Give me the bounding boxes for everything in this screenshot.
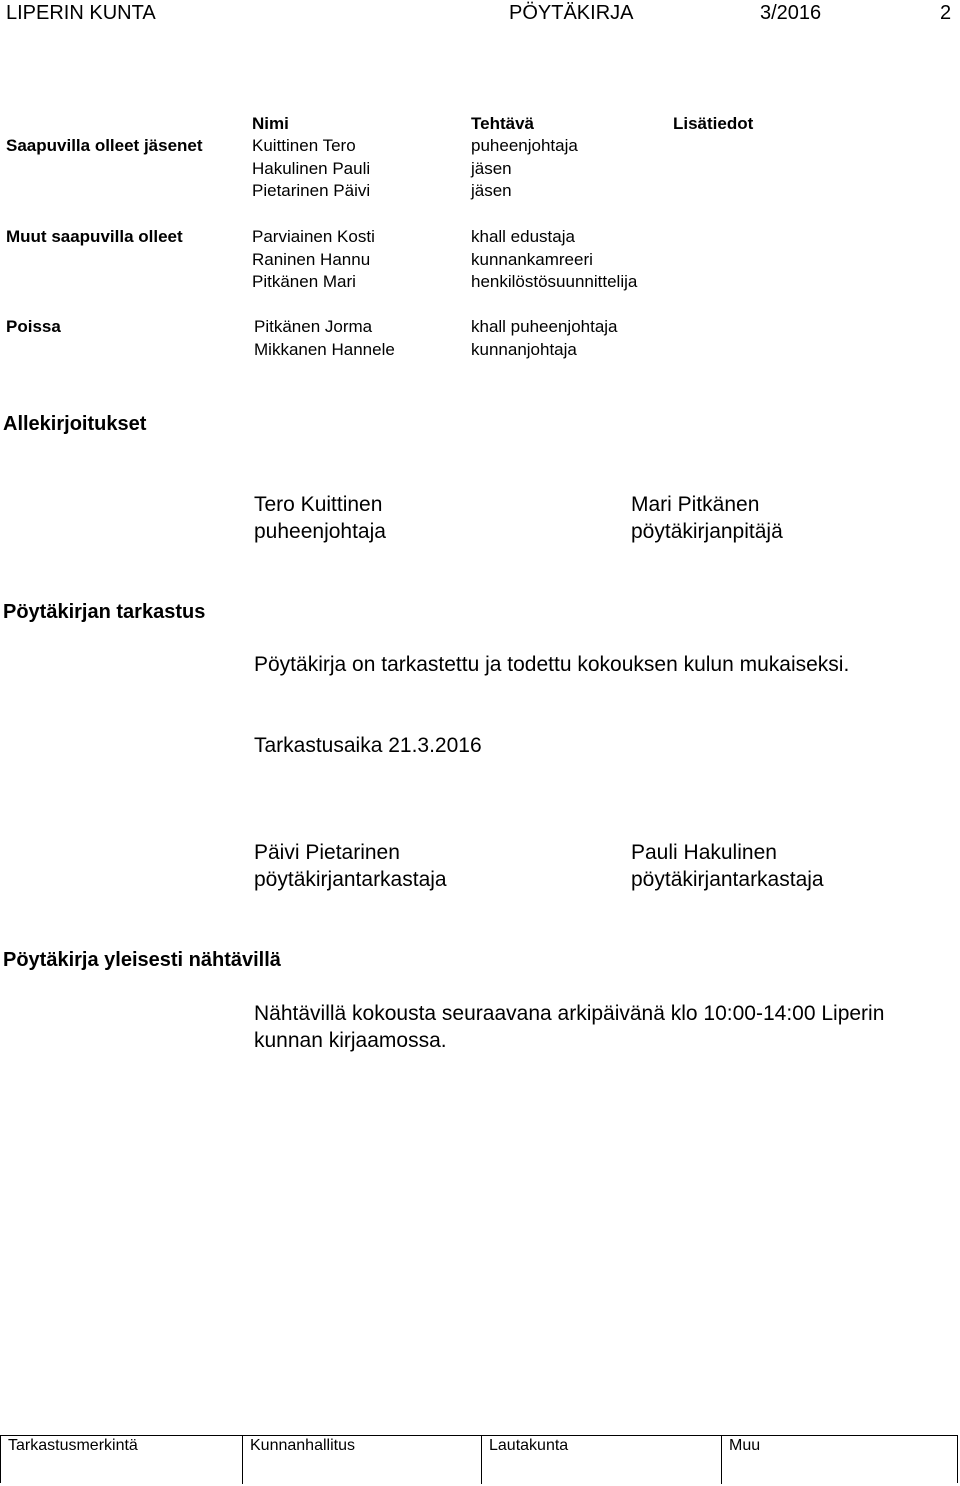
signer-name: Pauli Hakulinen	[631, 841, 777, 864]
municipality-name: LIPERIN KUNTA	[6, 2, 156, 24]
group-label-present-members: Saapuvilla olleet jäsenet	[6, 136, 203, 155]
public-display-line: kunnan kirjaamossa.	[254, 1029, 447, 1052]
member-name: Hakulinen Pauli	[252, 158, 371, 178]
member-role: khall puheenjohtaja	[471, 317, 618, 336]
member-name: Mikkanen Hannele	[254, 339, 395, 359]
signature-chair	[254, 491, 386, 545]
member-name: Pitkänen Mari	[252, 272, 356, 292]
member-name: Pitkänen Jorma	[254, 317, 373, 336]
document-type: PÖYTÄKIRJA	[509, 2, 634, 24]
page-number: 2	[940, 2, 952, 24]
footer-cell-review-mark: Tarkastusmerkintä	[1, 1436, 243, 1484]
signer-name: Tero Kuittinen	[254, 493, 383, 516]
column-header-name: Nimi	[252, 114, 289, 133]
footer-cell-other: Muu	[729, 1437, 761, 1454]
member-name: Parviainen Kosti	[252, 227, 375, 246]
footer-marking-table	[0, 1435, 958, 1483]
signature-reviewer-1	[254, 839, 447, 893]
column-header-info: Lisätiedot	[673, 114, 754, 133]
public-display-heading: Pöytäkirja yleisesti nähtävillä	[3, 949, 281, 971]
signature-secretary	[631, 491, 783, 545]
others-present-roles	[471, 226, 637, 294]
public-display-text	[254, 1000, 884, 1054]
member-role: khall edustaja	[471, 227, 575, 246]
signer-title: pöytäkirjantarkastaja	[254, 868, 447, 891]
signature-reviewer-2	[631, 839, 824, 893]
signer-title: puheenjohtaja	[254, 520, 386, 543]
present-members-names	[252, 135, 370, 203]
member-role: puheenjohtaja	[471, 136, 578, 155]
signer-title: pöytäkirjantarkastaja	[631, 868, 824, 891]
signer-title: pöytäkirjanpitäjä	[631, 520, 783, 543]
member-name: Raninen Hannu	[252, 249, 371, 269]
absent-names	[254, 316, 395, 361]
signer-name: Mari Pitkänen	[631, 493, 760, 516]
group-label-others-present: Muut saapuvilla olleet	[6, 227, 183, 246]
member-name: Kuittinen Tero	[252, 136, 356, 155]
member-role: jäsen	[471, 158, 512, 178]
member-role: henkilöstösuunnittelija	[471, 272, 638, 292]
present-members-roles	[471, 135, 578, 203]
member-role: jäsen	[471, 181, 512, 201]
others-present-names	[252, 226, 375, 294]
member-name: Pietarinen Päivi	[252, 181, 371, 201]
footer-cell-board: Kunnanhallitus	[243, 1436, 482, 1484]
review-date: Tarkastusaika 21.3.2016	[254, 734, 482, 757]
absent-roles	[471, 316, 618, 361]
member-role: kunnanjohtaja	[471, 339, 577, 359]
member-role: kunnankamreeri	[471, 249, 593, 269]
signer-name: Päivi Pietarinen	[254, 841, 400, 864]
document-number: 3/2016	[760, 2, 822, 24]
column-header-role: Tehtävä	[471, 114, 534, 133]
footer-cell-committee: Lautakunta	[482, 1436, 722, 1484]
public-display-line: Nähtävillä kokousta seuraavana arkipäivänä klo 10:00-14:00 Liperin	[254, 1002, 885, 1025]
review-heading: Pöytäkirjan tarkastus	[3, 601, 206, 623]
signatures-heading: Allekirjoitukset	[3, 413, 147, 435]
review-statement: Pöytäkirja on tarkastettu ja todettu kokouksen kulun mukaiseksi.	[254, 653, 850, 676]
group-label-absent: Poissa	[6, 317, 61, 336]
